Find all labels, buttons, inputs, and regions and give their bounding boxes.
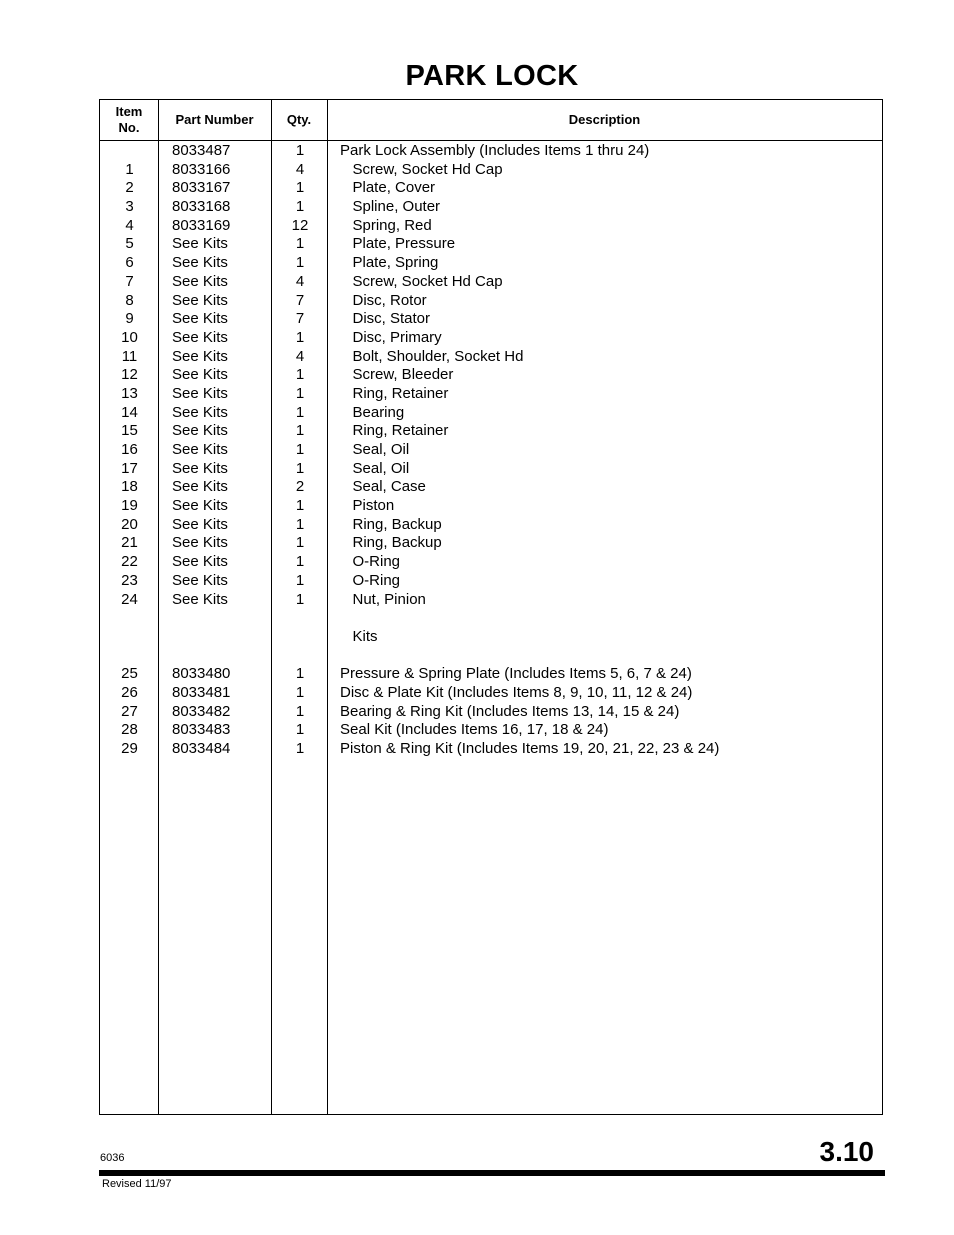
qty-cell: 1 [295, 553, 305, 571]
part-number-cell: 8033169 [172, 216, 231, 234]
description-cell: Bolt, Shoulder, Socket Hd [340, 347, 524, 365]
part-number-cell: See Kits [172, 478, 228, 496]
item-no-cell: 24 [121, 590, 138, 608]
part-number-cell: See Kits [172, 497, 228, 515]
qty-cell: 1 [295, 403, 305, 421]
description-cell: Piston [340, 497, 395, 515]
qty-cell: 7 [295, 291, 305, 309]
table-row [100, 217, 882, 236]
qty-cell: 1 [295, 179, 305, 197]
header-item-no: Item No. [115, 104, 143, 135]
qty-cell: 1 [295, 254, 305, 272]
part-number-cell: 8033484 [172, 740, 231, 757]
table-row [100, 385, 882, 404]
part-number-cell: 8033480 [172, 665, 231, 683]
part-number-cell: See Kits [172, 272, 228, 290]
item-no-cell: 8 [125, 291, 134, 309]
description-cell: Disc, Primary [340, 328, 442, 346]
item-no-cell: 2 [125, 179, 134, 197]
description-cell: O-Ring [340, 553, 401, 571]
description-cell: Disc, Stator [340, 310, 431, 328]
part-number-cell: See Kits [172, 328, 228, 346]
description-cell: Pressure & Spring Plate (Includes Items 5, 6, 7 & 24) [340, 665, 692, 683]
header-qty: Qty. [286, 112, 312, 127]
table-row [100, 684, 882, 703]
header-divider [100, 140, 882, 141]
item-no-cell: 7 [125, 272, 134, 290]
qty-cell: 1 [295, 384, 305, 402]
description-cell: Seal Kit (Includes Items 16, 17, 18 & 24) [340, 721, 609, 739]
qty-cell: 1 [295, 328, 305, 346]
table-row [100, 235, 882, 254]
item-no-cell: 10 [121, 328, 138, 346]
item-no-cell: 26 [121, 683, 138, 701]
table-row [100, 366, 882, 385]
item-no-cell: 27 [121, 702, 138, 720]
item-no-cell: 28 [121, 721, 138, 739]
item-no-cell: 20 [121, 515, 138, 533]
table-row [100, 721, 882, 740]
item-no-cell: 29 [121, 740, 138, 757]
parts-table [99, 99, 883, 1115]
qty-cell: 1 [295, 515, 305, 533]
qty-cell: 1 [295, 198, 305, 216]
table-row [100, 647, 882, 666]
item-no-cell: 4 [125, 216, 134, 234]
header-part-number: Part Number [175, 112, 254, 127]
part-number-cell: See Kits [172, 384, 228, 402]
part-number-cell: 8033481 [172, 683, 231, 701]
table-row [100, 329, 882, 348]
qty-cell: 4 [295, 347, 305, 365]
item-no-cell: 18 [121, 478, 138, 496]
header-description: Description [568, 112, 641, 127]
part-number-cell: See Kits [172, 590, 228, 608]
item-no-cell: 14 [121, 403, 138, 421]
part-number-cell: See Kits [172, 553, 228, 571]
item-no-cell: 23 [121, 571, 138, 589]
table-body [100, 142, 882, 759]
description-cell: Bearing & Ring Kit (Includes Items 13, 14, 15 & 24) [340, 702, 680, 720]
qty-cell: 1 [295, 571, 305, 589]
qty-cell: 1 [295, 422, 305, 440]
qty-cell: 4 [295, 160, 305, 178]
item-no-cell: 1 [125, 160, 134, 178]
description-cell: Nut, Pinion [340, 590, 426, 608]
qty-cell: 12 [291, 216, 309, 234]
description-cell: Seal, Case [340, 478, 426, 496]
qty-cell: 1 [295, 459, 305, 477]
item-no-cell: 11 [121, 347, 138, 365]
description-cell: Park Lock Assembly (Includes Items 1 thru 24) [340, 142, 650, 159]
description-cell: Ring, Backup [340, 515, 442, 533]
description-cell: Bearing [340, 403, 405, 421]
table-row [100, 198, 882, 217]
item-no-cell: 12 [121, 366, 138, 384]
page-title: PARK LOCK [405, 60, 579, 92]
item-no-cell: 19 [121, 497, 138, 515]
item-no-cell: 5 [125, 235, 134, 253]
part-number-cell: 8033166 [172, 160, 231, 178]
part-number-cell: 8033167 [172, 179, 231, 197]
document-code: 6036 [100, 1152, 125, 1164]
qty-cell: 1 [295, 590, 305, 608]
footer-rule [99, 1170, 885, 1176]
qty-cell: 1 [295, 366, 305, 384]
part-number-cell: 8033487 [172, 142, 231, 159]
revision-note: Revised 11/97 [102, 1178, 172, 1190]
table-row [100, 404, 882, 423]
item-no-cell: 6 [125, 254, 134, 272]
qty-cell: 1 [295, 534, 305, 552]
qty-cell: 1 [295, 740, 305, 757]
description-cell: Ring, Retainer [340, 422, 449, 440]
description-cell: Disc, Rotor [340, 291, 427, 309]
table-row [100, 534, 882, 553]
table-row [100, 665, 882, 684]
item-no-cell: 13 [121, 384, 138, 402]
item-no-cell: 15 [121, 422, 138, 440]
table-row [100, 572, 882, 591]
description-cell: Kits [340, 627, 378, 645]
table-row [100, 609, 882, 628]
description-cell: Screw, Socket Hd Cap [340, 272, 503, 290]
description-cell: Ring, Backup [340, 534, 442, 552]
table-row [100, 591, 882, 610]
part-number-cell: See Kits [172, 291, 228, 309]
qty-cell: 4 [295, 272, 305, 290]
table-row [100, 497, 882, 516]
table-row [100, 422, 882, 441]
table-row [100, 628, 882, 647]
part-number-cell: See Kits [172, 254, 228, 272]
item-no-cell: 17 [121, 459, 138, 477]
qty-cell: 7 [295, 310, 305, 328]
part-number-cell: See Kits [172, 534, 228, 552]
table-row [100, 310, 882, 329]
description-cell: Ring, Retainer [340, 384, 449, 402]
table-row [100, 441, 882, 460]
part-number-cell: See Kits [172, 459, 228, 477]
table-row [100, 478, 882, 497]
description-cell: Spring, Red [340, 216, 432, 234]
part-number-cell: 8033168 [172, 198, 231, 216]
part-number-cell: See Kits [172, 441, 228, 458]
item-no-cell: 25 [121, 665, 138, 683]
table-row [100, 292, 882, 311]
qty-cell: 1 [295, 702, 305, 720]
table-row [100, 161, 882, 180]
table-row [100, 142, 882, 161]
part-number-cell: 8033482 [172, 702, 231, 720]
item-no-cell: 3 [125, 198, 134, 216]
table-row [100, 273, 882, 292]
table-row [100, 254, 882, 273]
table-row [100, 703, 882, 722]
description-cell: Screw, Socket Hd Cap [340, 160, 503, 178]
qty-cell: 1 [295, 142, 305, 159]
description-cell: Seal, Oil [340, 441, 410, 458]
description-cell: Piston & Ring Kit (Includes Items 19, 20, 21, 22, 23 & 24) [340, 740, 720, 757]
item-no-cell: 21 [121, 534, 138, 552]
description-cell: Plate, Pressure [340, 235, 456, 253]
description-cell: O-Ring [340, 571, 401, 589]
qty-cell: 1 [295, 441, 305, 458]
part-number-cell: See Kits [172, 422, 228, 440]
qty-cell: 1 [295, 665, 305, 683]
table-row [100, 348, 882, 367]
part-number-cell: See Kits [172, 347, 228, 365]
part-number-cell: See Kits [172, 571, 228, 589]
table-row [100, 553, 882, 572]
description-cell: Seal, Oil [340, 459, 410, 477]
description-cell: Plate, Spring [340, 254, 439, 272]
qty-cell: 1 [295, 683, 305, 701]
table-row [100, 179, 882, 198]
part-number-cell: See Kits [172, 403, 228, 421]
description-cell: Spline, Outer [340, 198, 441, 216]
table-row [100, 460, 882, 479]
description-cell: Plate, Cover [340, 179, 436, 197]
page-number: 3.10 [819, 1136, 874, 1167]
description-cell: Screw, Bleeder [340, 366, 454, 384]
part-number-cell: See Kits [172, 310, 228, 328]
item-no-cell: 16 [121, 441, 138, 458]
qty-cell: 2 [295, 478, 305, 496]
part-number-cell: See Kits [172, 235, 228, 253]
item-no-cell: 22 [121, 553, 138, 571]
qty-cell: 1 [295, 721, 305, 739]
qty-cell: 1 [295, 497, 305, 515]
table-row [100, 516, 882, 535]
part-number-cell: See Kits [172, 366, 228, 384]
item-no-cell: 9 [125, 310, 134, 328]
part-number-cell: See Kits [172, 515, 228, 533]
qty-cell: 1 [295, 235, 305, 253]
part-number-cell: 8033483 [172, 721, 231, 739]
table-row [100, 740, 882, 759]
description-cell: Disc & Plate Kit (Includes Items 8, 9, 10, 11, 12 & 24) [340, 683, 693, 701]
